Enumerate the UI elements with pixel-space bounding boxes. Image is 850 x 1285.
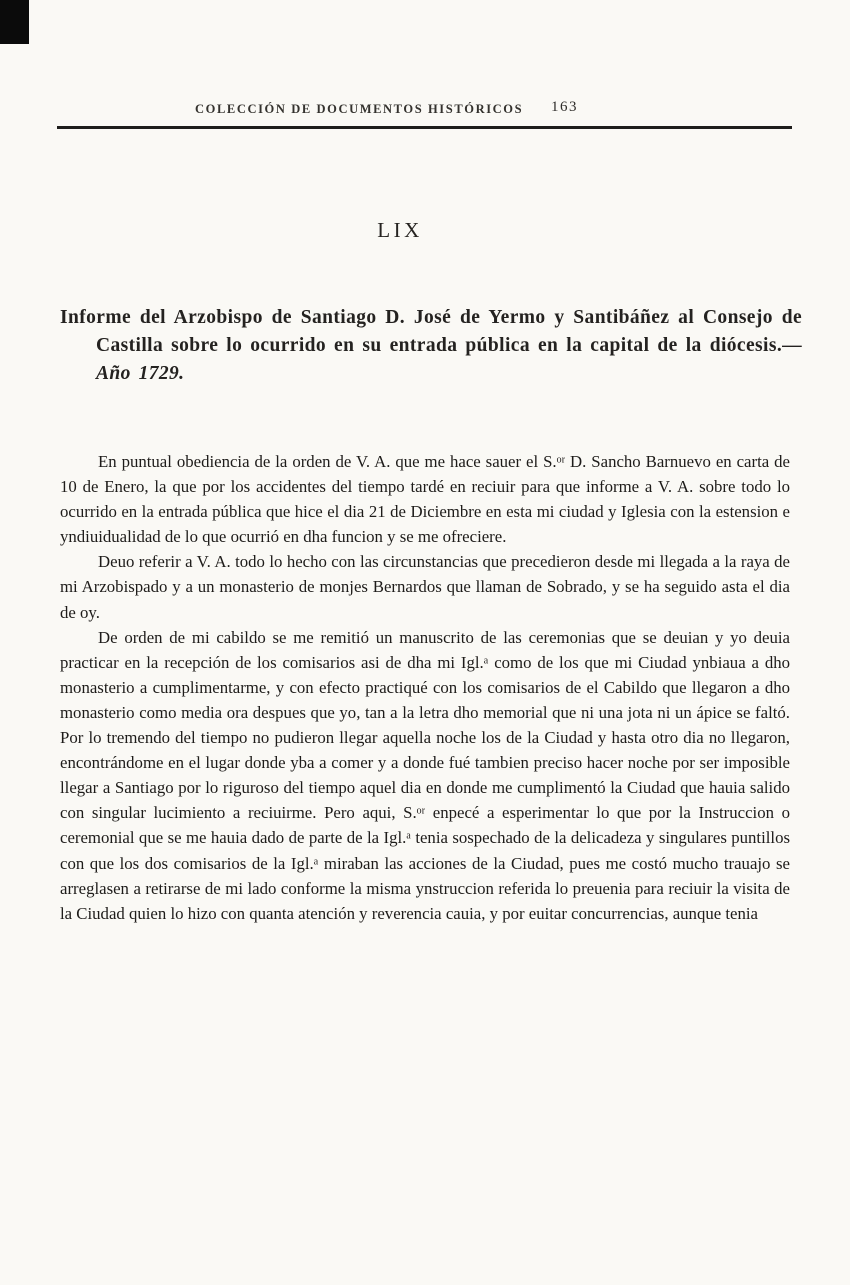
document-body bbox=[60, 449, 790, 926]
paragraph: Deuo referir a V. A. todo lo hecho con las circunstancias que precedieron desde mi llegada a la raya de mi Arzobispado y a un monasterio de monjes Bernardos que llaman de Sobrado, y se ha seguido asta el dia de oy. bbox=[60, 552, 790, 622]
paragraph: En puntual obediencia de la orden de V. A. que me hace sauer el S.ᵒʳ D. Sancho Barnuevo en carta de 10 de Enero, la que por los accidentes del tiempo tardé en reciuir para que informe a V. A. sobre todo lo ocurrido en la entrada pública que hice el dia 21 de Diciembre en esta mi ciudad y Iglesia con la estension e yndiuidualidad de lo que ocurrió en dha funcion y se me ofreciere. bbox=[60, 452, 790, 547]
running-header-title: COLECCIÓN DE DOCUMENTOS HISTÓRICOS bbox=[195, 102, 524, 116]
header-rule bbox=[57, 126, 792, 129]
heading-text: Informe del Arzobispo de Santiago D. José de Yermo y Santibáñez al Consejo de Castilla sobre lo ocurrido en su entrada pública en la capital de la diócesis.— bbox=[60, 307, 802, 356]
section-number: LIX bbox=[377, 218, 423, 242]
heading-year: Año 1729. bbox=[96, 363, 185, 384]
paragraph: De orden de mi cabildo se me remitió un manuscrito de las ceremonias que se deuian y yo deuia practicar en la recepción de los comisarios asi de dha mi Igl.ᵃ como de los que mi Ciudad ynbiaua a dho monasterio a cumplimentarme, y con efecto practiqué con los comisarios de el Cabildo que llegaron a dho monasterio como media ora despues que yo, tan a la letra dho memorial que ni una jota ni un ápice se faltó. Por lo tremendo del tiempo no pudieron llegar aquella noche los de la Ciudad y hasta otro dia no llegaron, encontrándome en el lugar donde yba a comer y a donde fué tambien preciso hacer noche por ser imposible llegar a Santiago por lo riguroso del tiempo aquel dia en donde me cumplimentó la Ciudad que hauia salido con singular lucimiento a reciuirme. Pero aqui, S.ᵒʳ enpecé a esperimentar lo que por la Instruccion o ceremonial que se me hauia dado de parte de la Igl.ᵃ tenia sospechado de la delicadeza y singulares puntillos con que los dos comisarios de la Igl.ᵃ miraban las acciones de la Ciudad, pues me costó mucho trauajo se arreglasen a retirarse de mi lado conforme la misma ynstruccion referida lo preuenia para reciuir la visita de la Ciudad quien lo hizo con quanta atención y reverencia cauia, y por euitar concurrencias, aunque tenia bbox=[60, 627, 790, 923]
scan-artifact bbox=[0, 0, 29, 44]
document-heading bbox=[60, 304, 802, 388]
page-number: 163 bbox=[551, 99, 578, 115]
